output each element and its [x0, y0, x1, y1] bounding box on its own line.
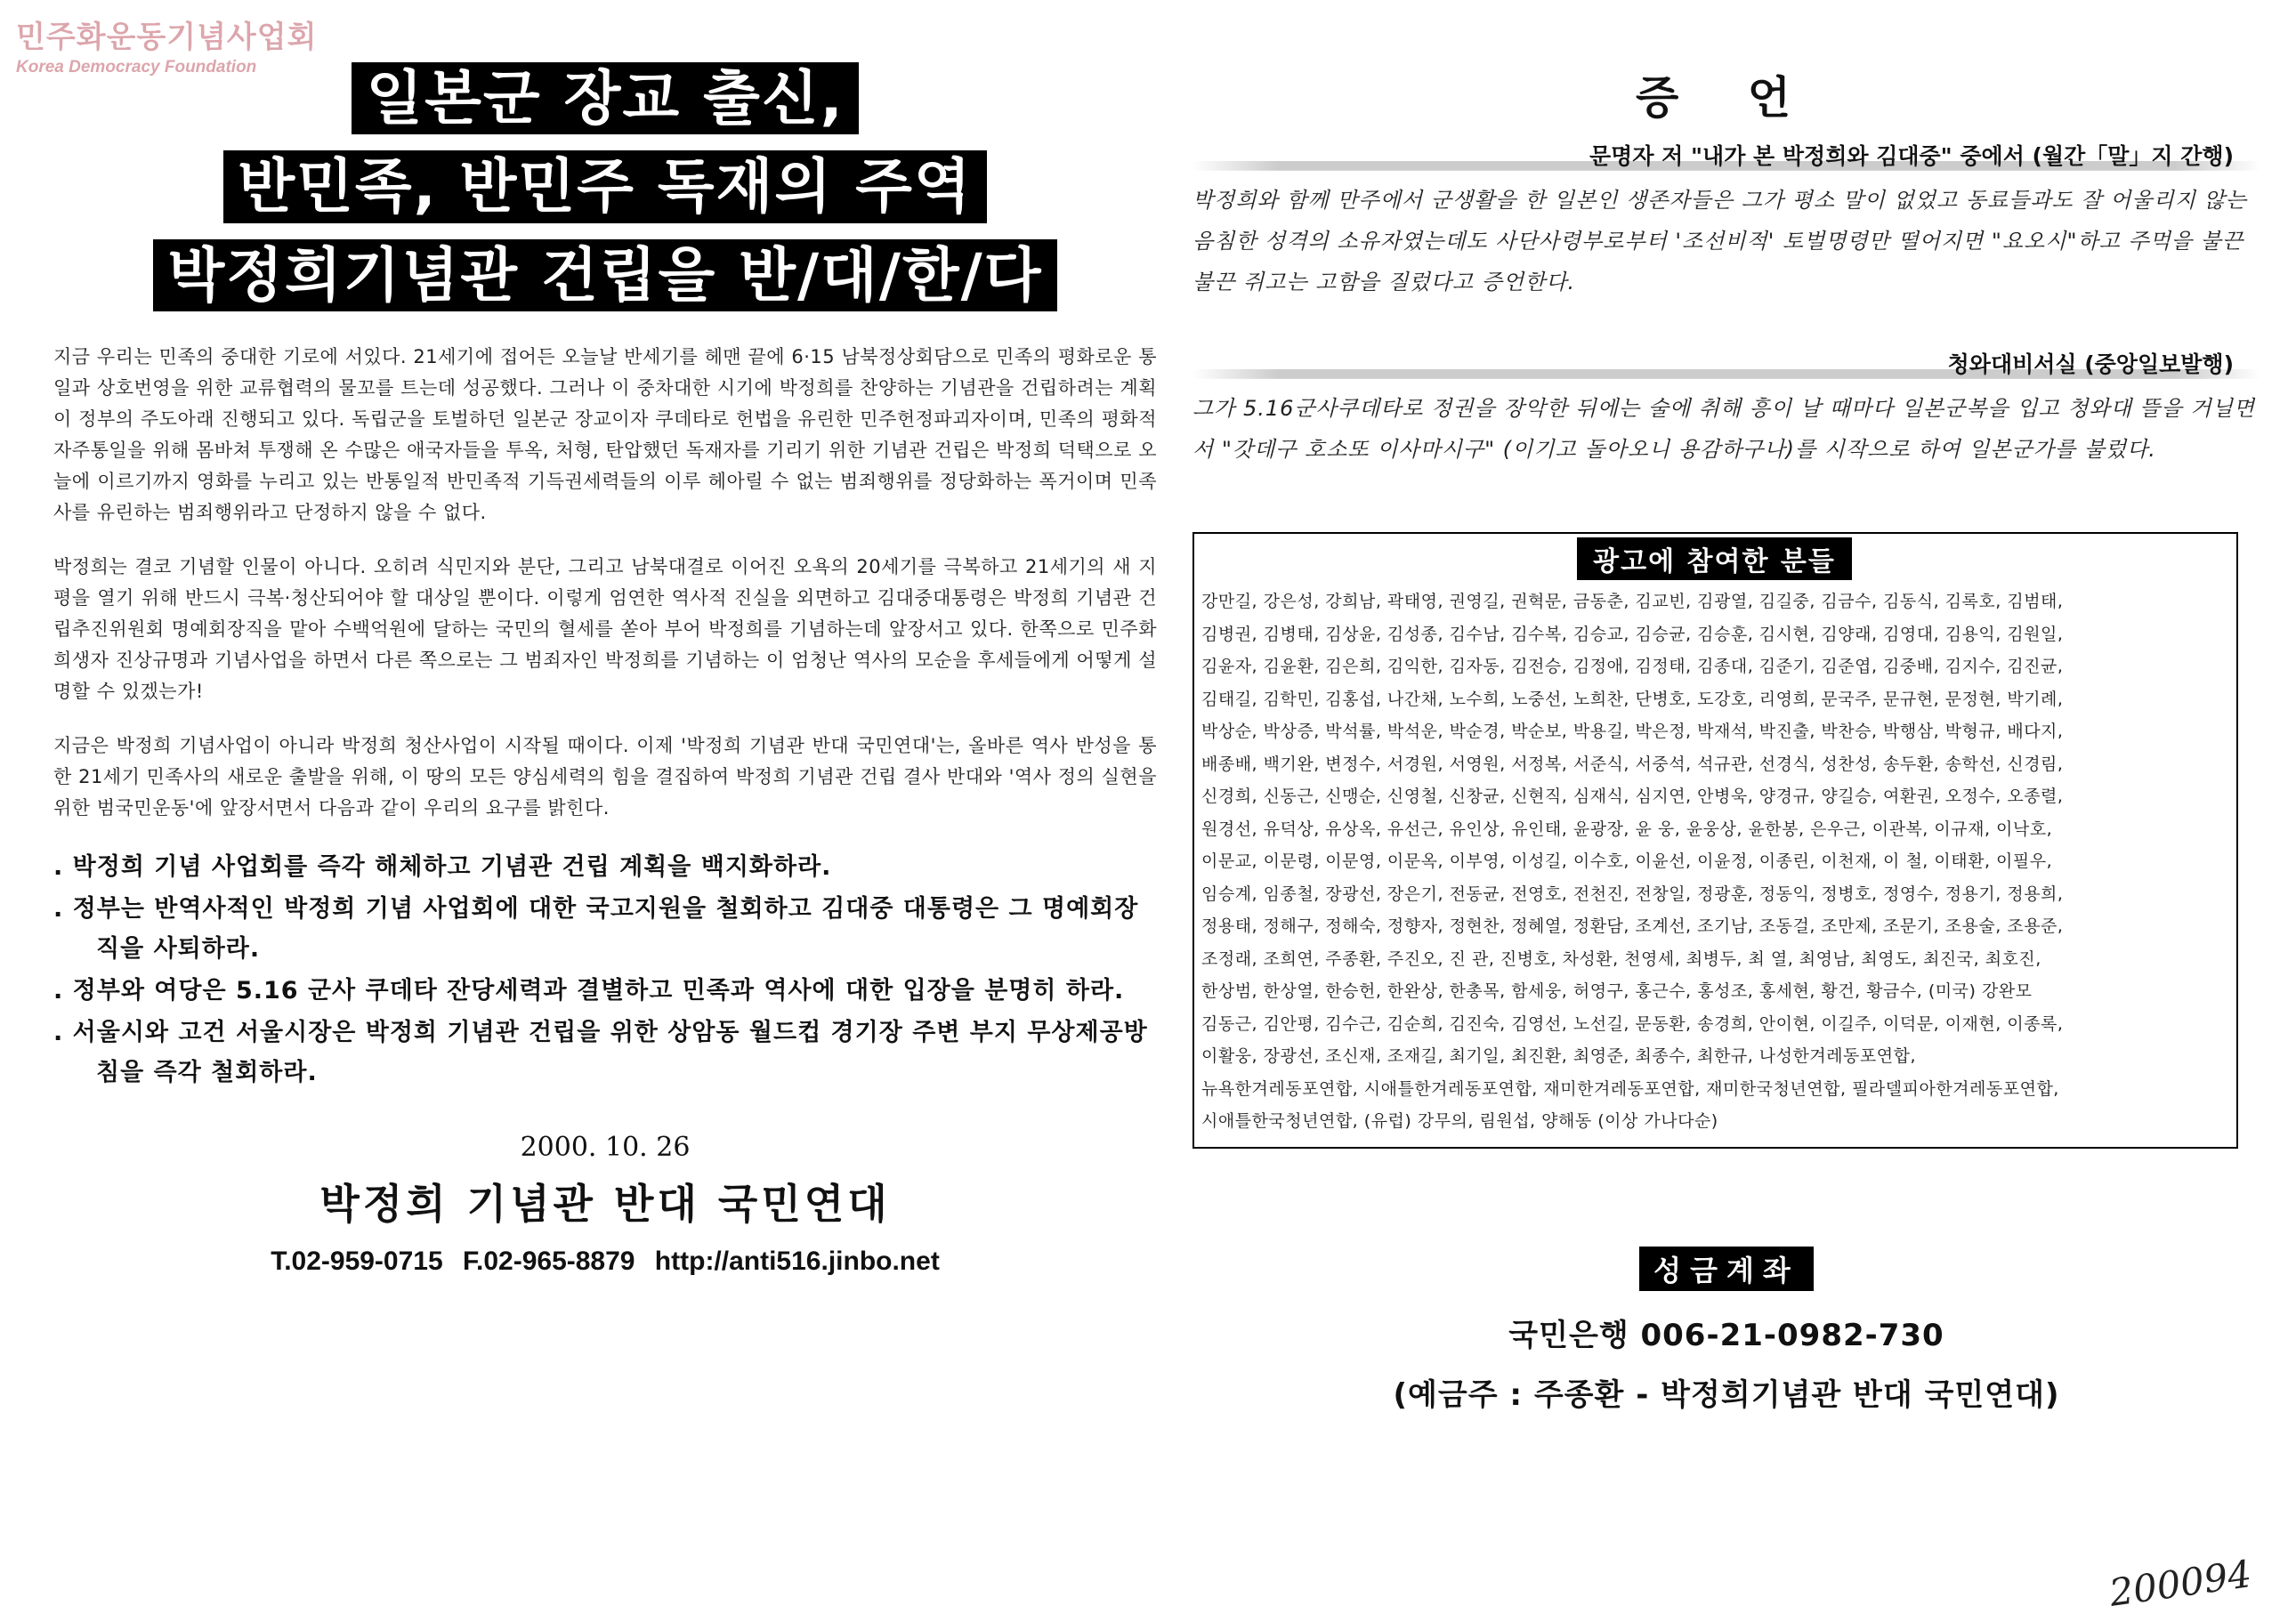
contact-info: T.02-959-0715 F.02-965-8879 http://anti516.jinbo.net [271, 1246, 940, 1276]
participants-box [1192, 532, 2238, 1149]
participants-line: 임승계, 임종철, 장광선, 장은기, 전동균, 전영호, 전천진, 전창일, 정광훈, 정동익, 정병호, 정영수, 정용기, 정용희, [1201, 884, 2064, 904]
headline-line-3: 박정희기념관 건립을 반/대/한/다 [153, 239, 1056, 311]
statement-body [53, 342, 1157, 824]
account-title: 성금계좌 [1639, 1247, 1814, 1291]
participants-line: 박상순, 박상증, 박석률, 박석운, 박순경, 박순보, 박용길, 박은정, 박재석, 박진출, 박찬승, 박행삼, 박형규, 배다지, [1201, 722, 2064, 741]
account-number: 국민은행 006-21-0982-730 [1508, 1317, 1944, 1353]
participants-line: 신경희, 신동근, 신맹순, 신영철, 신창균, 신현직, 심재식, 심지연, 안병욱, 양경규, 양길승, 여환권, 오정수, 오종렬, [1201, 787, 2064, 806]
donation-account [1192, 1247, 2260, 1414]
statement-date: 2000. 10. 26 [520, 1131, 691, 1163]
demands-list [53, 847, 1157, 1093]
participants-line: 김윤자, 김윤환, 김은희, 김익한, 김자동, 김전승, 김정애, 김정태, 김종대, 김준기, 김준엽, 김중배, 김지수, 김진균, [1201, 657, 2064, 676]
participants-line: 김태길, 김학민, 김홍섭, 나간채, 노수희, 노중선, 노희찬, 단병호, 도강호, 리영희, 문국주, 문규현, 문정현, 박기례, [1201, 689, 2064, 709]
statement-paragraph-3: 지금은 박정희 기념사업이 아니라 박정희 청산사업이 시작될 때이다. 이제 '박정희 기념관 반대 국민연대'는, 올바른 역사 반성을 통한 21세기 민족사의 새로운 출발을 위해, 이 땅의 모든 양심세력의 힘을 결집하여 박정희 기념관 건립 결사 반대와 '역사 정의 실현을 위한 범국민운동'에 앞장서면서 다음과 같이 우리의 요구를 밝힌다. [53, 734, 1157, 819]
watermark-english: Korea Democracy Foundation [16, 58, 257, 77]
participants-line: 김동근, 김안평, 김수근, 김순희, 김진숙, 김영선, 노선길, 문동환, 송경희, 안이현, 이길주, 이덕문, 이재현, 이종록, [1201, 1013, 2064, 1034]
participants-line: 이활웅, 장광선, 조신재, 조재길, 최기일, 최진환, 최영준, 최종수, 최한규, 나성한겨레동포연합, [1201, 1046, 1916, 1066]
participants-line: 강만길, 강은성, 강희남, 곽태영, 권영길, 권혁문, 금동춘, 김교빈, 김광열, 김길중, 김금수, 김동식, 김록호, 김범태, [1201, 592, 2064, 611]
secretariat-source: 청와대비서실 (중앙일보발행) [1192, 347, 2260, 379]
participants-line: 정용태, 정해구, 정해숙, 정향자, 정현찬, 정혜열, 정환담, 조계선, 조기남, 조동걸, 조만제, 조문기, 조용술, 조용준, [1201, 916, 2064, 936]
right-column [1192, 62, 2260, 1414]
secretariat-section [1192, 347, 2260, 470]
participants-line: 배종배, 백기완, 변정수, 서경원, 서영원, 서정복, 서준식, 서중석, 석규관, 선경식, 성찬성, 송두환, 송학선, 신경림, [1201, 754, 2064, 774]
participants-line: 시애틀한국청년연합, (유럽) 강무의, 림원섭, 양해동 (이상 가나다순) [1201, 1111, 1718, 1131]
participants-line: 원경선, 유덕상, 유상옥, 유선근, 유인상, 유인태, 윤광장, 윤 웅, 윤웅상, 윤한봉, 은우근, 이관복, 이규재, 이낙호, [1201, 819, 2053, 839]
organization-name: 박정희 기념관 반대 국민연대 [319, 1179, 891, 1228]
participants-line: 김병권, 김병태, 김상윤, 김성종, 김수남, 김수복, 김승교, 김승균, 김승훈, 김시현, 김양래, 김영대, 김용익, 김원일, [1201, 624, 2064, 644]
participants-line: 한상범, 한상열, 한승헌, 한완상, 한총목, 함세웅, 허영구, 홍근수, 홍성조, 홍세현, 황건, 황금수, (미국) 강완모 [1201, 981, 2033, 1001]
headline-line-1: 일본군 장교 출신, [352, 62, 858, 134]
statement-paragraph-2: 박정희는 결코 기념할 인물이 아니다. 오히려 식민지와 분단, 그리고 남북대결로 이어진 오욕의 20세기를 극복하고 21세기의 새 지평을 열기 위해 반드시 극복·청산되어야 할 대상일 뿐이다. 이렇게 엄연한 역사적 진실을 외면하고 김대중대통령은 박정희 기념관 건립추진위원회 명예회장직을 맡아 수백억원에 달하는 국민의 혈세를 쏟아 부어 박정희를 기념하는데 앞장서고 있다. 한쪽으로 민주화 희생자 진상규명과 기념사업을 하면서 다른 쪽으로는 그 범죄자인 박정희를 기념하는 이 엄청난 역사의 모순을 후세들에게 어떻게 설명할 수 있겠는가! [53, 555, 1157, 702]
demand-item-2: . 정부는 반역사적인 박정희 기념 사업회에 대한 국고지원을 철회하고 김대중 대통령은 그 명예회장직을 사퇴하라. [53, 894, 1139, 963]
left-column [53, 62, 1157, 1277]
headline-line-2: 반민족, 반민주 독재의 주역 [223, 150, 986, 222]
secretariat-text: 그가 5.16군사쿠데타로 정권을 장악한 뒤에는 술에 취해 흥이 날 때마다 일본군복을 입고 청와대 뜰을 거닐면서 "갓데구 호소또 이사마시구" (이기고 돌아오니 용감하구나)를 시작으로 하여 일본군가를 불렀다. [1192, 396, 2255, 462]
participants-title-wrap [1201, 537, 2227, 580]
participants-line: 이문교, 이문령, 이문영, 이문옥, 이부영, 이성길, 이수호, 이윤선, 이윤정, 이종린, 이천재, 이 철, 이태환, 이필우, [1201, 851, 2053, 871]
testimony-text: 박정희와 함께 만주에서 군생활을 한 일본인 생존자들은 그가 평소 말이 없었고 동료들과도 잘 어울리지 않는 음침한 성격의 소유자였는데도 사단사령부로부터 '조선비적' 토벌명령만 떨어지면 "요오시"하고 주먹을 불끈불끈 쥐고는 고함을 질렀다고 증언한다. [1192, 188, 2247, 295]
statement-paragraph-1: 지금 우리는 민족의 중대한 기로에 서있다. 21세기에 접어든 오늘날 반세기를 헤맨 끝에 6·15 남북정상회담으로 민족의 평화로운 통일과 상호번영을 위한 교류협력의 물꼬를 트는데 성공했다. 그러나 이 중차대한 시기에 박정희를 찬양하는 기념관을 건립하려는 계획이 정부의 주도아래 진행되고 있다. 독립군을 토벌하던 일본군 장교이자 쿠데타로 헌법을 유린한 민주헌정파괴자이며, 민족의 평화적 자주통일을 위해 몸바쳐 투쟁해 온 수많은 애국자들을 투옥, 처형, 탄압했던 독재자를 기리기 위한 기념관 건립은 박정희 덕택으로 오늘에 이르기까지 영화를 누리고 있는 반통일적 반민족적 기득권세력들의 이루 헤아릴 수 없는 범죄행위를 정당화하는 폭거이며 민족사를 유린하는 범죄행위라고 단정하지 않을 수 없다. [53, 345, 1157, 523]
participants-line: 뉴욕한겨레동포연합, 시애틀한겨레동포연합, 재미한겨레동포연합, 재미한국청년연합, 필라델피아한겨레동포연합, [1201, 1078, 2059, 1099]
demand-item-1: . 박정희 기념 사업회를 즉각 해체하고 기념관 건립 계획을 백지화하라. [53, 852, 832, 881]
demand-item-3: . 정부와 여당은 5.16 군사 쿠데타 잔당세력과 결별하고 민족과 역사에 대한 입장을 분명히 하라. [53, 976, 1125, 1005]
testimony-title: 증 언 [1635, 72, 1817, 124]
signature-block [53, 1132, 1157, 1277]
testimony-source: 문명자 저 "내가 본 박정희와 김대중" 중에서 (월간「말」지 간행) [1192, 139, 2260, 171]
page-number: 200094 [2106, 1552, 2254, 1615]
participants-title: 광고에 참여한 분들 [1577, 537, 1852, 580]
demand-item-4: . 서울시와 고건 서울시장은 박정희 기념관 건립을 위한 상암동 월드컵 경기장 주변 부지 무상제공방침을 즉각 철회하라. [53, 1018, 1148, 1086]
account-holder: (예금주 : 주종환 - 박정희기념관 반대 국민연대) [1393, 1376, 2060, 1413]
headline [53, 62, 1157, 327]
watermark-korean: 민주화운동기념사업회 [16, 20, 318, 55]
participants-line: 조정래, 조희연, 주종환, 주진오, 진 관, 진병호, 차성환, 천영세, 최병두, 최 열, 최영남, 최영도, 최진국, 최호진, [1201, 948, 2041, 969]
